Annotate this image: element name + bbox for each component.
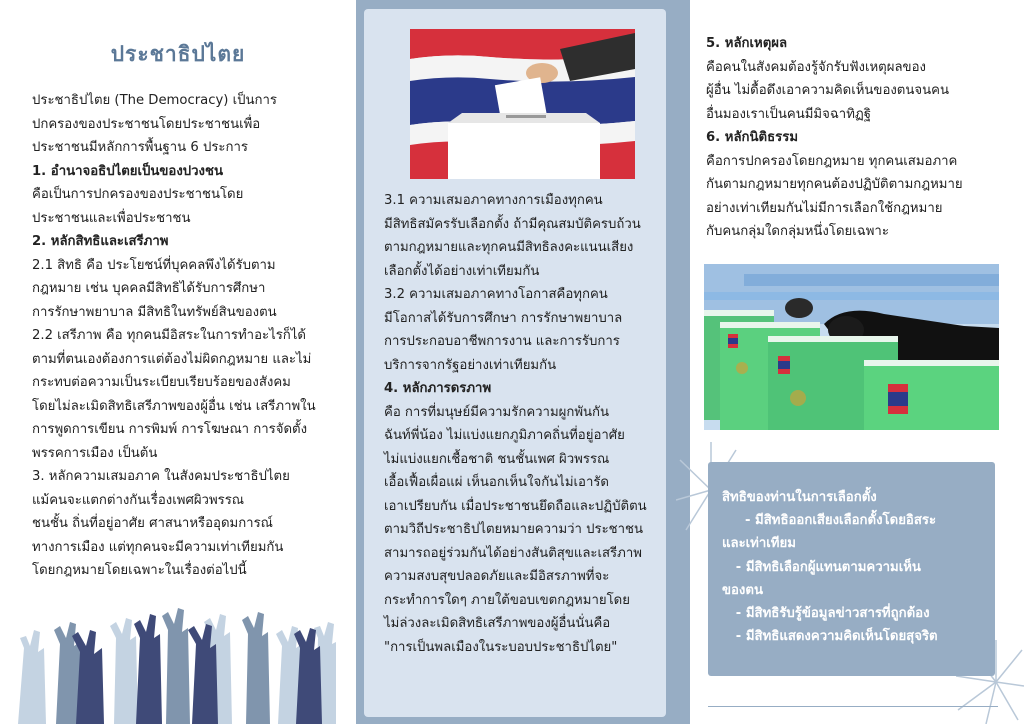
voting-right-item: - มีสิทธิรับรู้ข้อมูลข่าวสารที่ถูกต้อง bbox=[722, 606, 930, 622]
paragraph-line: 3.2 ความเสมอภาคทางโอกาสคือทุกคน bbox=[384, 287, 608, 302]
paragraph-line: การพูดการเขียน การพิมพ์ การโฆษณา การจัดตั้ง bbox=[32, 422, 308, 437]
paragraph-line: 3. หลักความเสมอภาค ในสังคมประชาธิปไตย bbox=[32, 469, 290, 484]
paragraph-line: บริการจากรัฐอย่างเท่าเทียมกัน bbox=[384, 357, 557, 373]
paragraph-line: เอื้อเฟื้อเผื่อแผ่ เห็นอกเห็นใจกันไม่เอารัด bbox=[384, 475, 609, 490]
paragraph-line: กฎหมาย เช่น บุคคลมีสิทธิได้รับการศึกษา bbox=[32, 281, 266, 296]
middle-text-block bbox=[384, 189, 664, 659]
paragraph-line: กับคนกลุ่มใดกลุ่มหนึ่งโดยเฉพาะ bbox=[706, 224, 889, 239]
left-text-block bbox=[32, 89, 332, 583]
paragraph-line: โดยไม่ละเมิดสิทธิเสรีภาพของผู้อื่น เช่น เสรีภาพใน bbox=[32, 398, 316, 414]
voting-right-item: - มีสิทธิเลือกผู้แทนตามความเห็น bbox=[722, 559, 921, 575]
paragraph-line: 2.1 สิทธิ คือ ประโยชน์ที่บุคคลพึงได้รับตาม bbox=[32, 257, 276, 273]
paragraph-line: ทางการเมือง แต่ทุกคนจะมีความเท่าเทียมกัน bbox=[32, 539, 284, 555]
voting-rights-text bbox=[722, 486, 992, 648]
paragraph-line: คือเป็นการปกครองของประชาชนโดย bbox=[32, 187, 244, 202]
paragraph-line: สามารถอยู่ร่วมกันได้อย่างสันติสุขและเสรีภาพ bbox=[384, 545, 642, 561]
section-heading: 1. อำนาจอธิปไตยเป็นของปวงชน bbox=[32, 163, 223, 179]
voting-right-item: - มีสิทธิออกเสียงเลือกตั้งโดยอิสระ bbox=[722, 513, 937, 529]
voting-right-item: - มีสิทธิแสดงความคิดเห็นโดยสุจริต bbox=[722, 629, 938, 645]
paragraph-line: กระทบต่อความเป็นระเบียบเรียบร้อยของสังคม bbox=[32, 375, 291, 390]
section-heading: 6. หลักนิติธรรม bbox=[706, 130, 799, 145]
paragraph-line: การประกอบอาชีพการงาน และการรับการ bbox=[384, 334, 620, 349]
paragraph-line: ประชาชนมีหลักการพื้นฐาน 6 ประการ bbox=[32, 140, 248, 155]
paragraph-line: 2.2 เสรีภาพ คือ ทุกคนมีอิสระในการทำอะไรก็ได้ bbox=[32, 328, 306, 343]
voting-booth-photo bbox=[704, 264, 999, 430]
paragraph-line: มีโอกาสได้รับการศึกษา การรักษาพยาบาล bbox=[384, 310, 623, 326]
paragraph-line: มีสิทธิสมัครรับเลือกตั้ง ถ้ามีคุณสมบัติครบถ้วน bbox=[384, 216, 641, 232]
voting-rights-title: สิทธิของท่านในการเลือกตั้ง bbox=[722, 490, 877, 505]
right-text-block bbox=[706, 32, 1006, 244]
paragraph-line: การรักษาพยาบาล มีสิทธิในทรัพย์สินของตน bbox=[32, 304, 277, 320]
paragraph-line: คือคนในสังคมต้องรู้จักรับฟังเหตุผลของ bbox=[706, 59, 926, 75]
paragraph-line: ไม่ล่วงละเมิดสิทธิเสรีภาพของผู้อื่นนั่นคือ bbox=[384, 616, 611, 631]
paragraph-line: 3.1 ความเสมอภาคทางการเมืองทุกคน bbox=[384, 193, 603, 208]
paragraph-line: ฉันท์พี่น้อง ไม่แบ่งแยกภูมิภาคถิ่นที่อยู่อาศัย bbox=[384, 428, 625, 443]
paragraph-line: ชนชั้น ถิ่นที่อยู่อาศัย ศาสนาหรืออุดมการณ์ bbox=[32, 516, 273, 531]
paragraph-line: อื่นมองเราเป็นคนมีมิจฉาทิฏฐิ bbox=[706, 106, 872, 122]
paragraph-line: ปกครองของประชาชนโดยประชาชนเพื่อ bbox=[32, 116, 261, 132]
divider bbox=[708, 706, 998, 707]
voting-right-item: และเท่าเทียม bbox=[722, 536, 796, 552]
paragraph-line: แม้คนจะแตกต่างกันเรื่องเพศผิวพรรณ bbox=[32, 492, 245, 508]
paragraph-line: ความสงบสุขปลอดภัยและมีอิสรภาพที่จะ bbox=[384, 569, 610, 584]
paragraph-line: ตามวิถีประชาธิปไตยหมายความว่า ประชาชน bbox=[384, 522, 643, 537]
paragraph-line: เอาเปรียบกัน เมื่อประชาชนยึดถือและปฏิบัติตน bbox=[384, 498, 647, 514]
paragraph-line: พรรคการเมือง เป็นต้น bbox=[32, 445, 158, 461]
paragraph-line: โดยกฎหมายโดยเฉพาะในเรื่องต่อไปนี้ bbox=[32, 563, 247, 578]
paragraph-line: อย่างเท่าเทียมกันไม่มีการเลือกใช้กฎหมาย bbox=[706, 200, 943, 216]
paragraph-line: คือการปกครองโดยกฎหมาย ทุกคนเสมอภาค bbox=[706, 153, 958, 169]
paragraph-line: "การเป็นพลเมืองในระบอบประชาธิปไตย" bbox=[384, 639, 618, 655]
paragraph-line: ประชาชนและเพื่อประชาชน bbox=[32, 210, 191, 226]
paragraph-line: คือ การที่มนุษย์มีความรักความผูกพันกัน bbox=[384, 404, 610, 420]
paragraph-line: ตามที่ตนเองต้องการแต่ต้องไม่ผิดกฎหมาย และไม่ bbox=[32, 351, 312, 367]
page-title: ประชาธิปไตย bbox=[110, 42, 246, 66]
section-heading: 4. หลักภารดรภาพ bbox=[384, 381, 492, 396]
paragraph-line: กระทำการใดๆ ภายใต้ขอบเขตกฎหมายโดย bbox=[384, 592, 630, 608]
section-heading: 5. หลักเหตุผล bbox=[706, 36, 788, 51]
paragraph-line: กันตามกฎหมายทุกคนต้องปฏิบัติตามกฎหมาย bbox=[706, 177, 963, 192]
paragraph-line: ตามกฎหมายและทุกคนมีสิทธิลงคะแนนเสียง bbox=[384, 240, 634, 255]
paragraph-line: ประชาธิปไตย (The Democracy) เป็นการ bbox=[32, 93, 277, 108]
paragraph-line: เลือกตั้งได้อย่างเท่าเทียมกัน bbox=[384, 263, 540, 279]
voting-right-item: ของตน bbox=[722, 582, 763, 598]
paragraph-line: ไม่แบ่งแยกเชื้อชาติ ชนชั้นเพศ ผิวพรรณ bbox=[384, 451, 610, 467]
section-heading: 2. หลักสิทธิและเสรีภาพ bbox=[32, 234, 169, 249]
raised-hands-illustration bbox=[16, 608, 336, 724]
ballot-box-flag-photo bbox=[410, 29, 635, 179]
paragraph-line: ผู้อื่น ไม่ดื้อดึงเอาความคิดเห็นของตนจนคน bbox=[706, 83, 949, 98]
